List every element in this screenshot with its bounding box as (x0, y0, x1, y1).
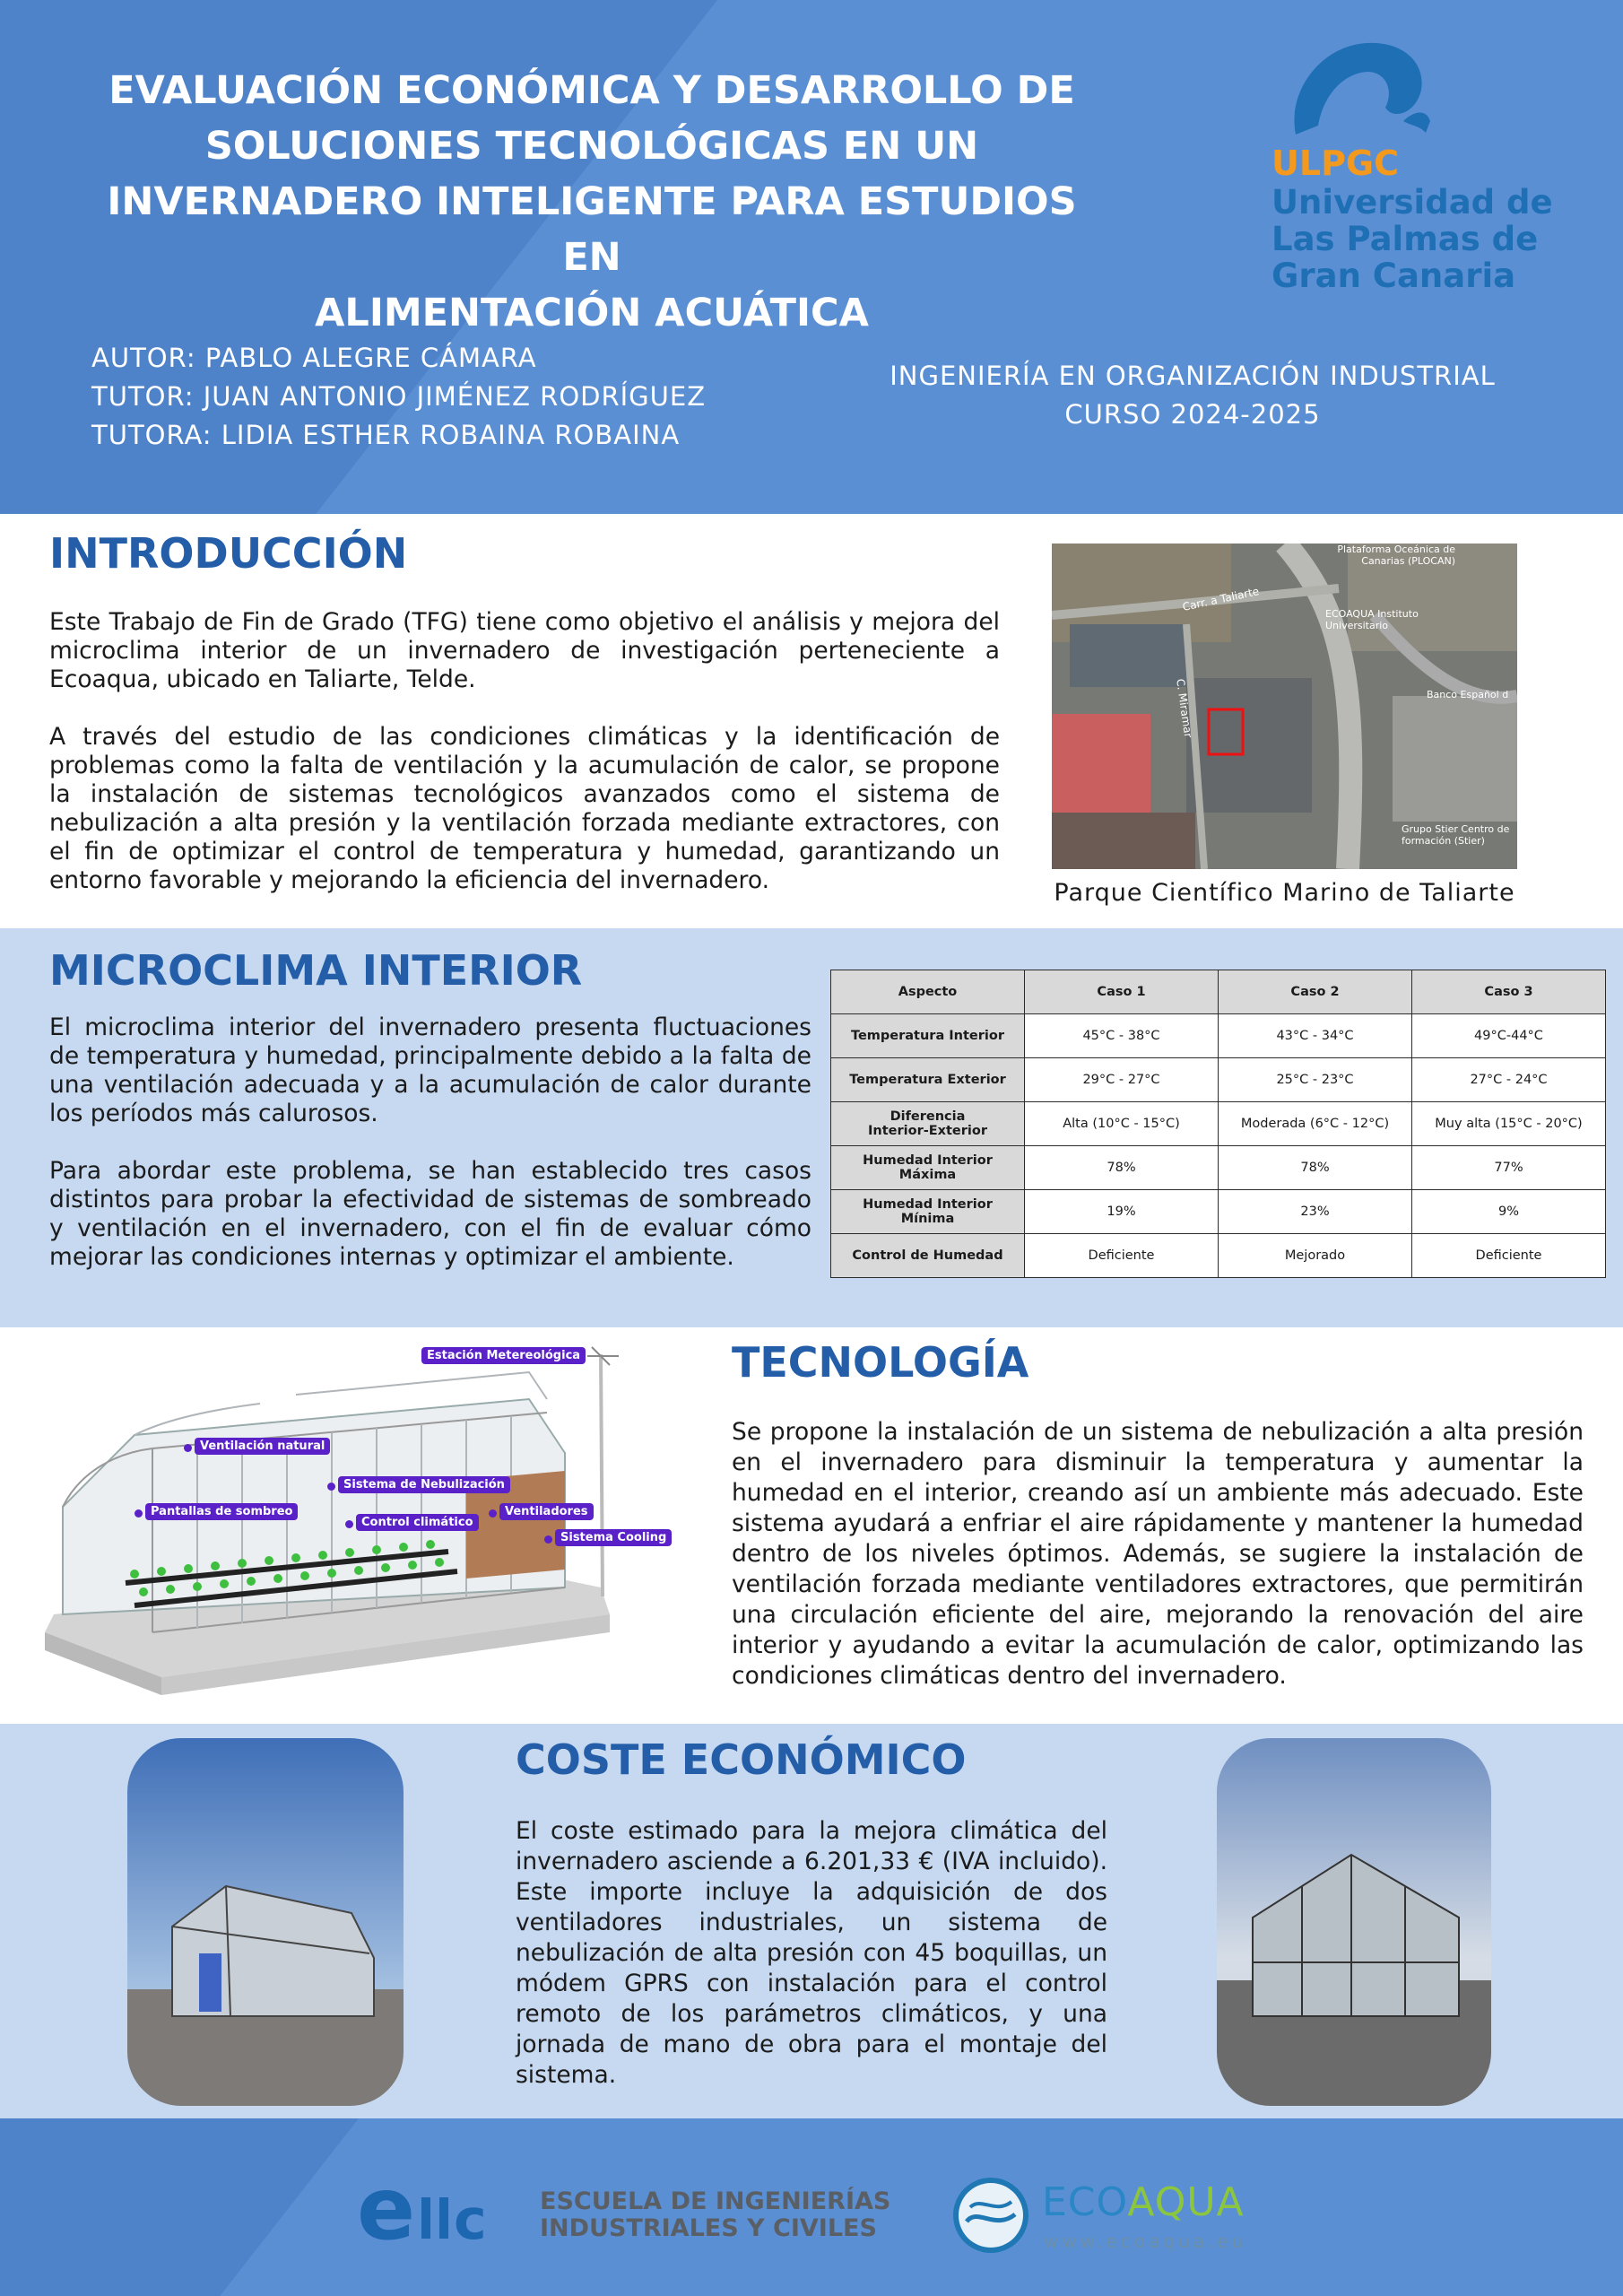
ulpgc-name-line: Las Palmas de (1271, 220, 1539, 258)
table-cell: Muy alta (15°C - 20°C) (1412, 1102, 1606, 1146)
table-row-header: Humedad Interior Máxima (831, 1146, 1025, 1190)
label-ventiladores: Ventiladores (499, 1503, 594, 1520)
table-row-header: Diferencia Interior-Exterior (831, 1102, 1025, 1146)
course-year: CURSO 2024-2025 (1064, 399, 1321, 430)
poster-title (81, 63, 1103, 341)
microclima-paragraph-1: El microclima interior del invernadero presenta fluctuaciones de temperatura y humedad, principalmente debido a la falta de una ventilación adecuada y a la acumulación de calor durante los períodos más calurosos. (49, 1013, 812, 1127)
table-cell: 43°C - 34°C (1219, 1014, 1412, 1058)
eiic-logo-icon (357, 2178, 527, 2249)
table-cell: Deficiente (1412, 1234, 1606, 1278)
ulpgc-name-line: Gran Canaria (1271, 257, 1516, 295)
table-header-cell: Caso 1 (1025, 970, 1219, 1014)
table-header-cell: Caso 3 (1412, 970, 1606, 1014)
title-line-4: ALIMENTACIÓN ACUÁTICA (315, 291, 869, 335)
greenhouse-photo-left-image (127, 1738, 404, 2106)
tecnologia-title: TECNOLOGÍA (732, 1338, 1029, 1387)
greenhouse-photo-right-image (1217, 1738, 1491, 2106)
ulpgc-short-name: ULPGC (1271, 144, 1399, 183)
ecoaqua-url: www.ecoaqua.eu (1044, 2231, 1247, 2252)
tutora-line: TUTORA: LIDIA ESTHER ROBAINA ROBAINA (91, 420, 681, 450)
table-cell: 25°C - 23°C (1219, 1058, 1412, 1102)
label-marker (345, 1520, 353, 1528)
label-sistema-nebulizacion: Sistema de Nebulización (338, 1476, 510, 1493)
table-cell: Deficiente (1025, 1234, 1219, 1278)
coste-title: COSTE ECONÓMICO (516, 1735, 967, 1784)
map-road-label: C. Miramar (1174, 678, 1195, 739)
table-row (831, 1146, 1606, 1190)
table-row (831, 1058, 1606, 1102)
greenhouse-diagram (27, 1336, 673, 1713)
label-ventilacion-natural: Ventilación natural (195, 1438, 330, 1455)
table-header-row (831, 970, 1606, 1014)
label-control-climatico: Control climático (356, 1514, 479, 1531)
label-marker (184, 1444, 192, 1452)
table-row (831, 1234, 1606, 1278)
table-cell: 49°C-44°C (1412, 1014, 1606, 1058)
label-marker (135, 1509, 143, 1518)
table-header-cell: Aspecto (831, 970, 1025, 1014)
table-cell: 78% (1025, 1146, 1219, 1190)
table-cell: 45°C - 38°C (1025, 1014, 1219, 1058)
intro-paragraph-2: A través del estudio de las condiciones climáticas y la identificación de problemas como la falta de ventilación y la acumulación de calor, se propone la instalación de sistemas tecnológicos avanzados como el sistema de nebulización a alta presión y la ventilación forzada mediante extractores, con el fin de optimizar el control de temperatura y humedad, garantizando un entorno favorable y mejorando la eficiencia del invernadero. (49, 723, 1000, 894)
authors-block (91, 339, 706, 455)
microclima-title: MICROCLIMA INTERIOR (49, 946, 583, 995)
title-line-1: EVALUACIÓN ECONÓMICA Y DESARROLLO DE (108, 68, 1075, 113)
table-cell: 19% (1025, 1190, 1219, 1234)
table-cell: 29°C - 27°C (1025, 1058, 1219, 1102)
table-cell: 77% (1412, 1146, 1606, 1190)
degree-block (861, 357, 1524, 434)
climate-cases-table (830, 970, 1606, 1278)
footer-diagonal-shape (0, 2118, 359, 2296)
eiic-name-line: ESCUELA DE INGENIERÍAS (540, 2187, 891, 2215)
label-marker (327, 1483, 335, 1491)
ecoaqua-eco: ECO (1042, 2179, 1128, 2225)
svg-text:e: e (357, 2178, 416, 2249)
table-row (831, 1190, 1606, 1234)
microclima-paragraph-2: Para abordar este problema, se han establecido tres casos distintos para probar la efectividad de sistemas de sombreado y ventilación en el invernadero, con el fin de evaluar cómo mejorar las condiciones internas y optimizar el ambiente. (49, 1157, 812, 1271)
table-row (831, 1102, 1606, 1146)
intro-title: INTRODUCCIÓN (49, 529, 408, 578)
label-marker (489, 1509, 497, 1518)
title-line-2: SOLUCIONES TECNOLÓGICAS EN UN (204, 124, 979, 169)
map-road-label: Carr. a Taliarte (1181, 585, 1261, 613)
map-caption: Parque Científico Marino de Taliarte (1054, 879, 1515, 907)
intro-paragraph-1: Este Trabajo de Fin de Grado (TFG) tiene como objetivo el análisis y mejora del microclima interior de un invernadero de investigación perteneciente a Ecoaqua, ubicado en Taliarte, Telde. (49, 608, 1000, 693)
ecoaqua-logo-icon (950, 2175, 1031, 2256)
satellite-map-image (1052, 544, 1517, 869)
label-estacion-meteorologica: Estación Metereológica (421, 1347, 586, 1364)
greenhouse-photo-left (127, 1738, 404, 2106)
map-poi-label: Banco Español d (1427, 689, 1509, 700)
table-row-header: Temperatura Interior (831, 1014, 1025, 1058)
tecnologia-paragraph: Se propone la instalación de un sistema de nebulización a alta presión en el invernadero para disminuir la temperatura y aumentar la humedad en el interior, creando así un ambiente más adecuado. Este sistema ayudará a enfriar el aire rápidamente y mantener la humedad dentro de los niveles óptimos. Además, se sugiere la instalación de ventilación forzada mediante ventiladores extractores, que permitirán una circulación eficiente del aire, mejorando la renovación del aire interior y ayudando a evitar la acumulación de calor, optimizando las condiciones climáticas dentro del invernadero. (732, 1418, 1584, 1690)
table-header-cell: Caso 2 (1219, 970, 1412, 1014)
table-cell: 9% (1412, 1190, 1606, 1234)
ulpgc-full-name (1271, 184, 1553, 294)
greenhouse-photo-right (1217, 1738, 1491, 2106)
title-line-3: INVERNADERO INTELIGENTE PARA ESTUDIOS EN (107, 179, 1077, 280)
satellite-map (1052, 544, 1517, 869)
map-poi-label: Grupo Stier Centro de formación (Stier) (1402, 823, 1510, 847)
eiic-school-name (540, 2188, 890, 2242)
table-cell: 23% (1219, 1190, 1412, 1234)
table-row (831, 1014, 1606, 1058)
svg-text:c: c (454, 2187, 487, 2249)
label-sistema-cooling: Sistema Cooling (555, 1529, 672, 1546)
table-cell: Moderada (6°C - 12°C) (1219, 1102, 1412, 1146)
table-cell: Alta (10°C - 15°C) (1025, 1102, 1219, 1146)
ecoaqua-aqua: AQUA (1127, 2179, 1245, 2225)
table-cell: 27°C - 24°C (1412, 1058, 1606, 1102)
table-cell: 78% (1219, 1146, 1412, 1190)
eiic-name-line: INDUSTRIALES Y CIVILES (540, 2214, 877, 2242)
ulpgc-name-line: Universidad de (1271, 183, 1553, 222)
ecoaqua-name (1042, 2179, 1245, 2225)
tutor-line: TUTOR: JUAN ANTONIO JIMÉNEZ RODRÍGUEZ (91, 381, 707, 412)
map-poi-label: ECOAQUA Instituto Universitario (1325, 608, 1419, 631)
degree-name: INGENIERÍA EN ORGANIZACIÓN INDUSTRIAL (890, 361, 1496, 391)
table-cell: Mejorado (1219, 1234, 1412, 1278)
map-poi-label: Plataforma Oceánica de Canarias (PLOCAN) (1337, 544, 1455, 567)
label-marker (544, 1535, 552, 1544)
label-pantallas-sombreo: Pantallas de sombreo (145, 1503, 298, 1520)
table-row-header: Humedad Interior Mínima (831, 1190, 1025, 1234)
author-line: AUTOR: PABLO ALEGRE CÁMARA (91, 343, 537, 373)
table-row-header: Temperatura Exterior (831, 1058, 1025, 1102)
coste-paragraph: El coste estimado para la mejora climática del invernadero asciende a 6.201,33 € (IVA incluido). Este importe incluye la adquisición de dos ventiladores industriales, un sistema de nebulización de alta presión con 45 boquillas, un módem GPRS con instalación para el control remoto de los parámetros climáticos, y una jornada de mano de obra para el montaje del sistema. (516, 1817, 1107, 2089)
table-row-header: Control de Humedad (831, 1234, 1025, 1278)
